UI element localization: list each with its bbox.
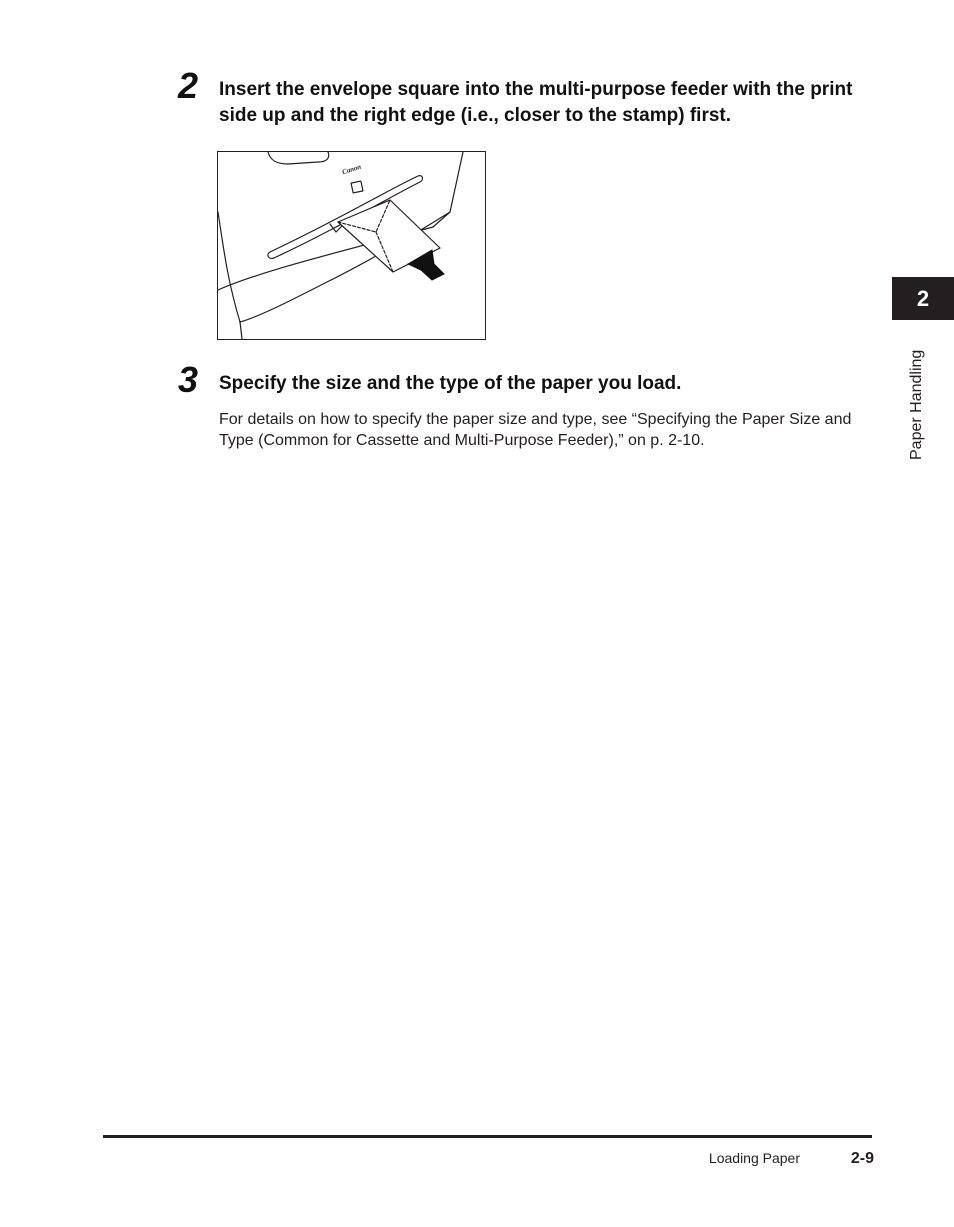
step-3-number: 3 (178, 359, 199, 400)
step-2-number: 2 (178, 65, 199, 106)
printer-feeder-drawing (218, 152, 485, 339)
envelope-loading-illustration (217, 151, 486, 340)
chapter-tab: 2 (892, 277, 954, 320)
step-3-body: For details on how to specify the paper size and type, see “Specifying the Paper Size and Type (Common for Cassette and Multi-Purpose Feeder),” on p. 2-10. (219, 411, 852, 449)
step-2-title: Insert the envelope square into the multi-purpose feeder with the print side up and the right edge (i.e., closer to the stamp) first. (219, 79, 853, 126)
footer-section-title: Loading Paper (708, 1150, 800, 1166)
footer-rule (103, 1135, 872, 1138)
step-3-title: Specify the size and the type of the paper you load. (219, 373, 682, 394)
page-number: 2-9 (850, 1150, 874, 1167)
chapter-title-vertical: Paper Handling (908, 349, 925, 460)
printer-logo: Canon (341, 162, 363, 177)
